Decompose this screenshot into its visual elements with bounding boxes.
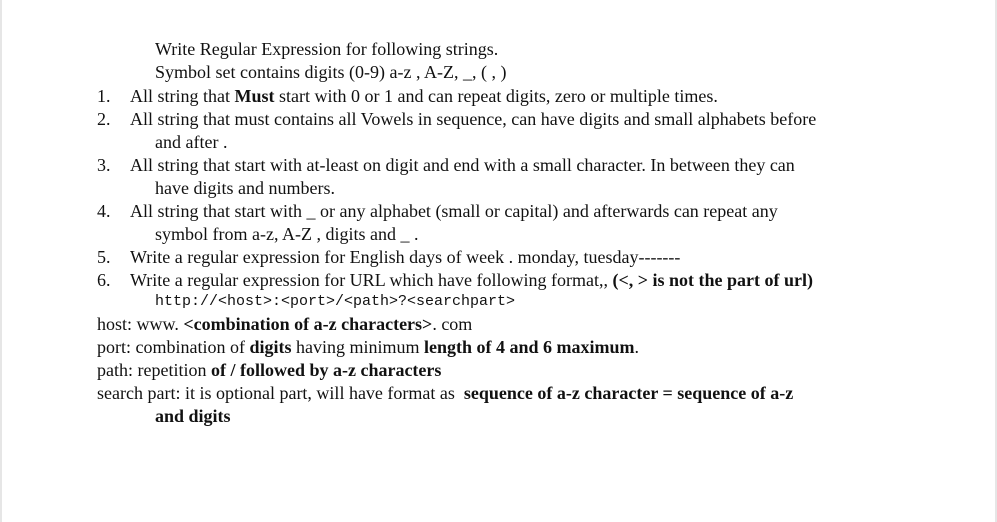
list-number: 6. xyxy=(97,270,111,290)
heading-line-2: Symbol set contains digits (0-9) a-z , A-Z, _, ( , ) xyxy=(155,62,507,82)
list-number: 2. xyxy=(97,109,111,129)
host-text-bold: <combination of a-z characters> xyxy=(183,314,433,334)
page-border-left xyxy=(0,0,2,522)
list-item-5 xyxy=(97,246,680,268)
list-item-6 xyxy=(97,269,813,291)
list-text-bold: (<, > is not the part of url) xyxy=(612,270,813,290)
list-text: All string that start with _ or any alphabet (small or capital) and afterwards can repeat any xyxy=(130,201,778,221)
port-definition xyxy=(97,336,639,358)
list-number: 3. xyxy=(97,155,111,175)
list-text: All string that xyxy=(130,86,235,106)
list-item-3-continuation: have digits and numbers. xyxy=(155,178,335,198)
port-text: having minimum xyxy=(291,337,424,357)
search-text: search part: it is optional part, will have format as xyxy=(97,383,464,403)
heading-line-1: Write Regular Expression for following strings. xyxy=(155,39,499,59)
port-text-bold: digits xyxy=(249,337,292,357)
list-number: 5. xyxy=(97,247,111,267)
search-text-bold: and digits xyxy=(155,406,231,426)
list-number: 4. xyxy=(97,201,111,221)
host-text: . com xyxy=(432,314,473,334)
url-format: http://<host>:<port>/<path>?<searchpart> xyxy=(155,293,516,310)
port-text-bold: length of 4 and 6 maximum xyxy=(424,337,635,357)
search-text-bold: sequence of a-z character = sequence of a-z xyxy=(463,383,794,403)
list-text: All string that start with at-least on digit and end with a small character. In between they can xyxy=(130,155,795,175)
list-item-4-continuation: symbol from a-z, A-Z , digits and _ . xyxy=(155,224,419,244)
list-item-2-continuation: and after . xyxy=(155,132,228,152)
list-item-3 xyxy=(97,154,795,176)
host-definition xyxy=(97,313,472,335)
path-definition xyxy=(97,359,441,381)
list-text-bold: Must xyxy=(234,86,275,106)
path-text-bold: of / followed by a-z characters xyxy=(210,360,442,380)
list-item-1 xyxy=(97,85,718,107)
list-text: Write a regular expression for URL which have following format,, xyxy=(130,270,613,290)
search-part-definition xyxy=(97,382,793,404)
list-text: start with 0 or 1 and can repeat digits, zero or multiple times. xyxy=(274,86,718,106)
port-text: port: combination of xyxy=(97,337,250,357)
path-text: path: repetition xyxy=(97,360,211,380)
list-item-4 xyxy=(97,200,778,222)
host-text: host: www. xyxy=(97,314,184,334)
list-text: Write a regular expression for English days of week . monday, tuesday------- xyxy=(130,247,681,267)
list-item-2 xyxy=(97,108,816,130)
list-number: 1. xyxy=(97,86,111,106)
list-text: All string that must contains all Vowels in sequence, can have digits and small alphabets before xyxy=(130,109,817,129)
search-part-continuation xyxy=(155,405,231,427)
port-text: . xyxy=(634,337,640,357)
